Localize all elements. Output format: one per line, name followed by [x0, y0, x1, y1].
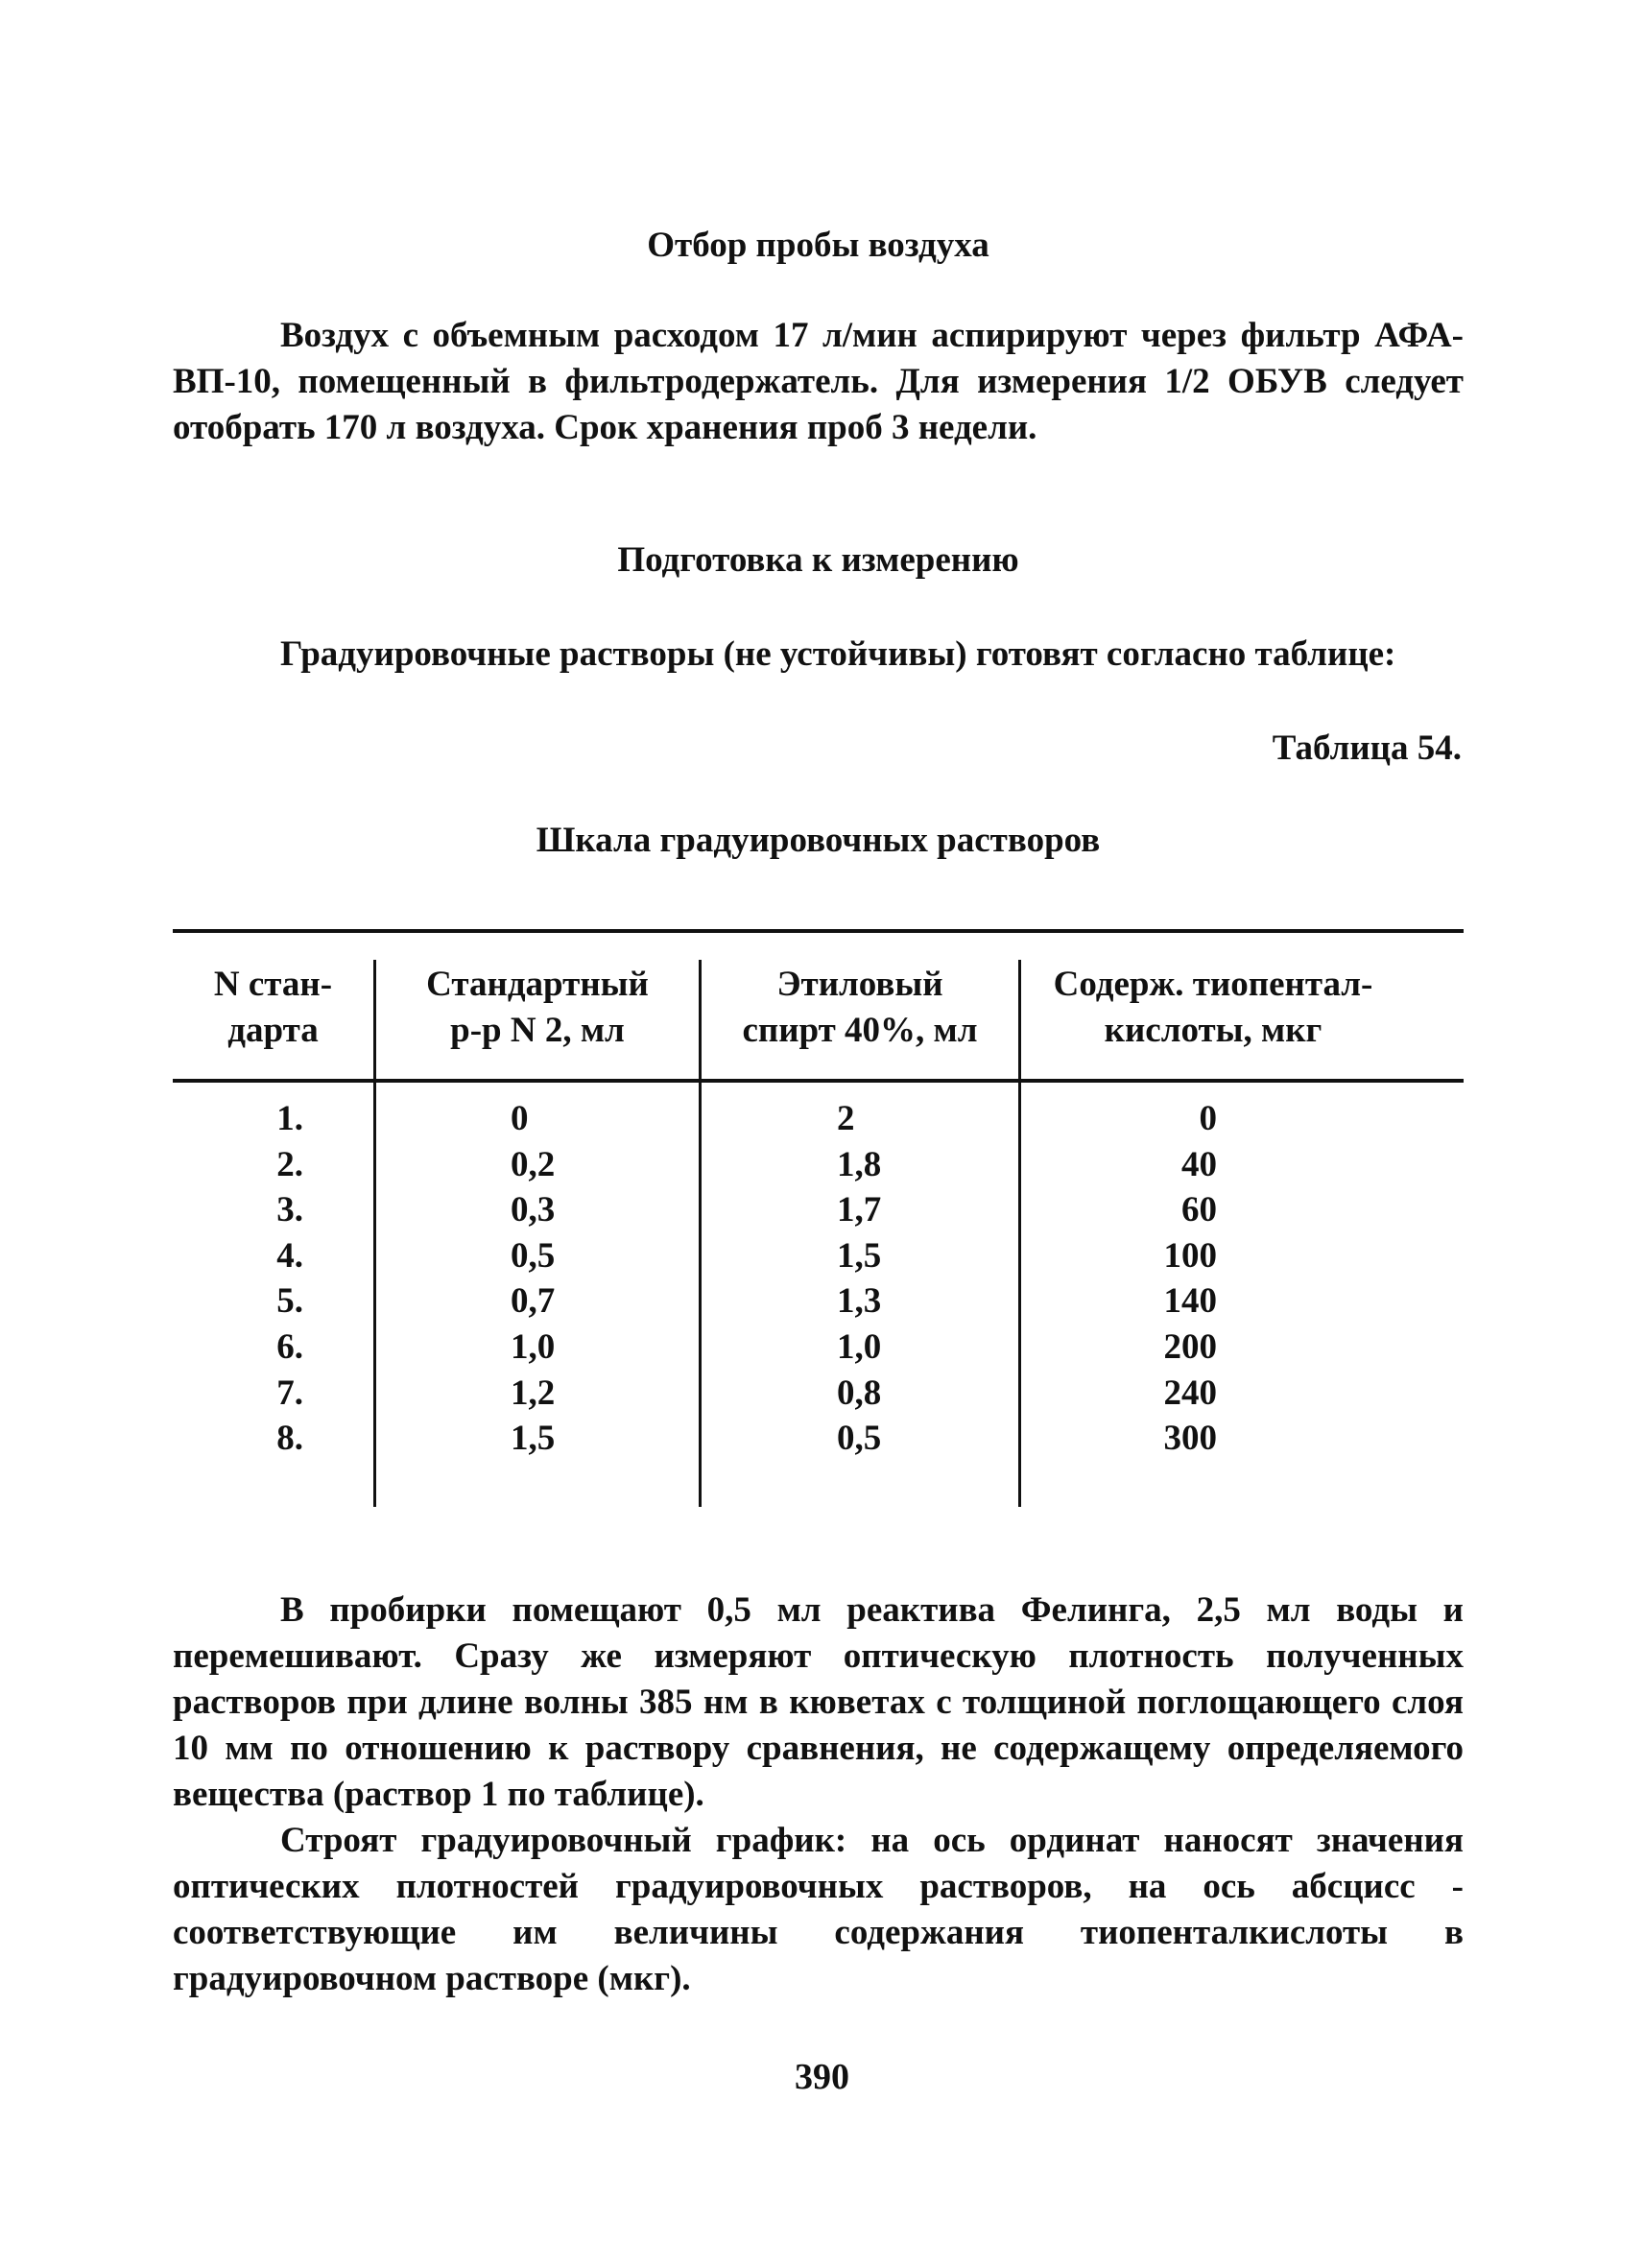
table-cell: 7. — [276, 1373, 303, 1413]
paragraph-preparation — [173, 632, 1464, 678]
header-standard-solution: Стандартный р-р N 2, мл — [426, 965, 649, 1050]
table-cell: 100 — [1163, 1235, 1217, 1276]
table-cell: 3. — [276, 1190, 303, 1230]
header-content: Содерж. тиопентал- кислоты, мкг — [1053, 965, 1373, 1050]
table-cell: 200 — [1163, 1327, 1217, 1367]
table-cell: 0,7 — [511, 1281, 556, 1322]
section-title-air-sampling: Отбор пробы воздуха — [647, 226, 989, 265]
table-cell: 40 — [1181, 1144, 1217, 1184]
table-cell: 6. — [276, 1327, 303, 1367]
table-cell: 1,2 — [511, 1373, 556, 1413]
page-number: 390 — [795, 2057, 849, 2097]
header-ethanol: Этиловый спирт 40%, мл — [742, 965, 978, 1050]
table-cell: 1,3 — [837, 1281, 882, 1322]
table-cell: 2. — [276, 1144, 303, 1184]
section-title-preparation: Подготовка к измерению — [617, 540, 1019, 580]
table-cell: 0,5 — [837, 1419, 882, 1459]
table-caption: Таблица 54. — [1272, 728, 1462, 768]
table-cell: 1,5 — [511, 1419, 556, 1459]
table-top-rule — [173, 929, 1464, 933]
paragraph-calibration-graph-text: Строят градуировочный график: на ось ординат наносят значения оптических плотностей градуировочных растворов, на ось абсцисс - соответствующие им величины содержания тиопенталкислоты в градуировочном растворе (мкг). — [173, 1821, 1464, 1998]
paragraph-air-sampling-text: Воздух с объемным расходом 17 л/мин аспирируют через фильтр АФА-ВП-10, помещенный в фильтродержатель. Для измерения 1/2 ОБУВ следует отобрать 170 л воздуха. Срок хранения проб 3 недели. — [173, 316, 1464, 447]
table-cell: 240 — [1163, 1373, 1217, 1413]
header-standard-number: N стан- дарта — [213, 965, 333, 1050]
table-cell: 300 — [1163, 1419, 1217, 1459]
paragraph-calibration-graph — [173, 1818, 1464, 2002]
table-cell: 1,7 — [837, 1190, 882, 1230]
table-cell: 1,5 — [837, 1235, 882, 1276]
table-cell: 0,3 — [511, 1190, 556, 1230]
table-cell: 1,8 — [837, 1144, 882, 1184]
table-cell: 0 — [511, 1099, 529, 1138]
paragraph-preparation-text: Градуировочные растворы (не устойчивы) готовят согласно таблице: — [280, 634, 1396, 674]
table-cell: 5. — [276, 1281, 303, 1322]
table-header-rule — [173, 1079, 1464, 1083]
table-cell: 140 — [1163, 1281, 1217, 1322]
table-cell: 1. — [276, 1099, 303, 1138]
table-cell: 60 — [1181, 1190, 1217, 1230]
table-cell: 0,8 — [837, 1373, 882, 1413]
paragraph-measurement-text: В пробирки помещают 0,5 мл реактива Фелинга, 2,5 мл воды и перемешивают. Сразу же измеряют оптическую плотность полученных растворов при длине волны 385 нм в кюветах с толщиной поглощающего слоя 10 мм по отношению к раствору сравнения, не содержащему определяемого вещества (раствор 1 по таблице). — [173, 1590, 1464, 1814]
table-cell: 0,5 — [511, 1235, 556, 1276]
table-cell: 4. — [276, 1235, 303, 1276]
paragraph-measurement — [173, 1588, 1464, 1818]
table-cell: 1,0 — [511, 1327, 556, 1367]
table-cell: 8. — [276, 1419, 303, 1459]
table-cell: 2 — [837, 1099, 855, 1138]
table-cell: 1,0 — [837, 1327, 882, 1367]
table-cell: 0,2 — [511, 1144, 556, 1184]
table-cell: 0 — [1199, 1099, 1217, 1138]
table-title: Шкала градуировочных растворов — [536, 821, 1101, 860]
paragraph-air-sampling — [173, 313, 1464, 451]
